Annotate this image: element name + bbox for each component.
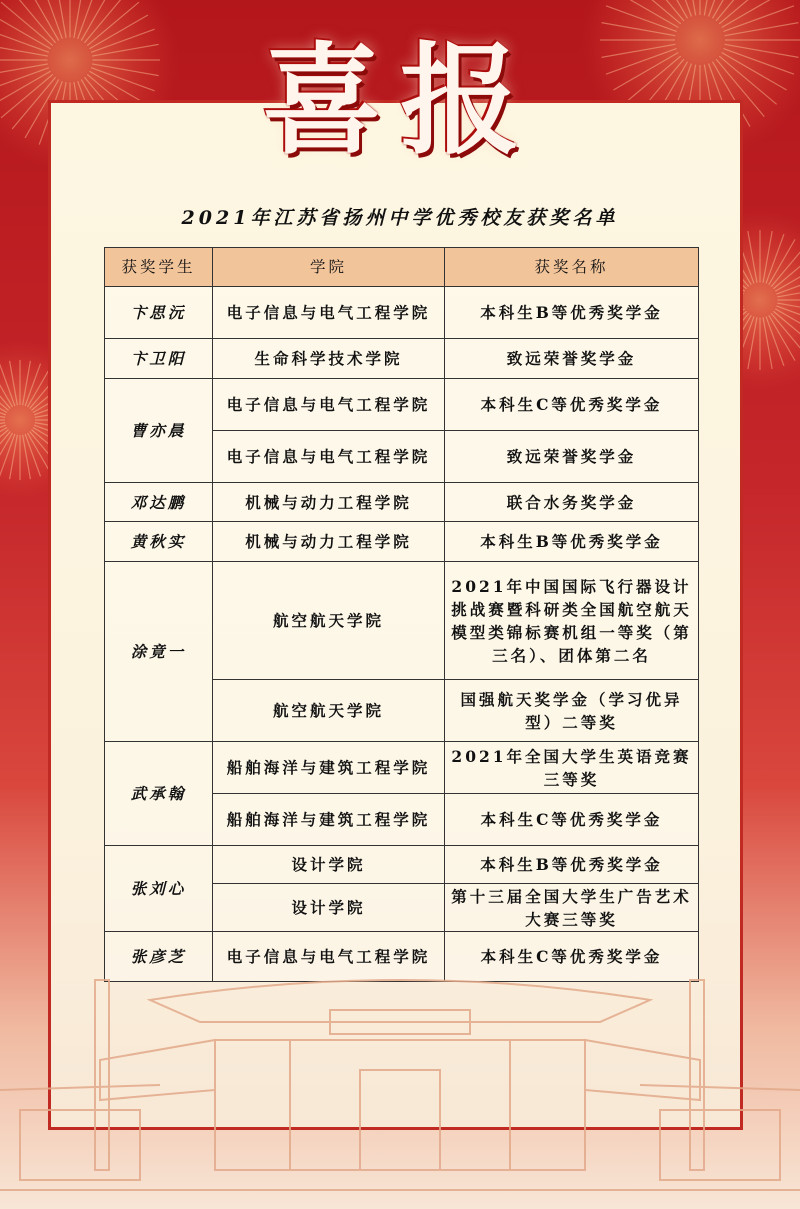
college-cell: 机械与动力工程学院	[213, 483, 445, 522]
table-row	[105, 287, 699, 339]
student-name: 张彦芝	[105, 932, 213, 982]
college-cell: 生命科学技术学院	[213, 339, 445, 379]
college-cell: 船舶海洋与建筑工程学院	[213, 742, 445, 794]
award-cell: 2021年中国国际飞行器设计挑战赛暨科研类全国航空航天模型类锦标赛机组一等奖（第三名）、团体第二名	[445, 562, 699, 680]
college-cell: 航空航天学院	[213, 680, 445, 742]
award-cell: 致远荣誉奖学金	[445, 339, 699, 379]
student-name: 卞思沅	[105, 287, 213, 339]
column-header-award: 获奖名称	[445, 248, 699, 287]
student-name: 邓达鹏	[105, 483, 213, 522]
award-cell: 本科生B等优秀奖学金	[445, 522, 699, 562]
student-name: 武承翰	[105, 742, 213, 846]
award-cell: 联合水务奖学金	[445, 483, 699, 522]
award-cell: 第十三届全国大学生广告艺术大赛三等奖	[445, 884, 699, 932]
college-cell: 设计学院	[213, 846, 445, 884]
table-row	[105, 742, 699, 794]
list-subtitle: 2021年江苏省扬州中学优秀校友获奖名单	[181, 207, 619, 229]
college-cell: 船舶海洋与建筑工程学院	[213, 794, 445, 846]
college-cell: 电子信息与电气工程学院	[213, 379, 445, 431]
student-name: 涂竟一	[105, 562, 213, 742]
student-name: 卞卫阳	[105, 339, 213, 379]
table-row	[105, 562, 699, 680]
table-row	[105, 483, 699, 522]
college-cell: 设计学院	[213, 884, 445, 932]
student-name: 黄秋实	[105, 522, 213, 562]
award-cell: 本科生C等优秀奖学金	[445, 379, 699, 431]
award-cell: 本科生C等优秀奖学金	[445, 794, 699, 846]
table-row	[105, 846, 699, 884]
award-cell: 本科生C等优秀奖学金	[445, 932, 699, 982]
table-row	[105, 379, 699, 431]
award-cell: 本科生B等优秀奖学金	[445, 846, 699, 884]
award-table	[104, 247, 699, 982]
school-gate-illustration	[0, 960, 800, 1209]
page-title: 喜报	[262, 30, 538, 171]
award-cell: 本科生B等优秀奖学金	[445, 287, 699, 339]
college-cell: 电子信息与电气工程学院	[213, 287, 445, 339]
college-cell: 机械与动力工程学院	[213, 522, 445, 562]
award-cell: 国强航天奖学金（学习优异型）二等奖	[445, 680, 699, 742]
table-header-row	[105, 248, 699, 287]
student-name: 曹亦晨	[105, 379, 213, 483]
award-cell: 致远荣誉奖学金	[445, 431, 699, 483]
column-header-student: 获奖学生	[105, 248, 213, 287]
column-header-college: 学院	[213, 248, 445, 287]
table-row	[105, 339, 699, 379]
student-name: 张刘心	[105, 846, 213, 932]
college-cell: 航空航天学院	[213, 562, 445, 680]
table-row	[105, 522, 699, 562]
college-cell: 电子信息与电气工程学院	[213, 932, 445, 982]
award-cell: 2021年全国大学生英语竞赛 三等奖	[445, 742, 699, 794]
college-cell: 电子信息与电气工程学院	[213, 431, 445, 483]
